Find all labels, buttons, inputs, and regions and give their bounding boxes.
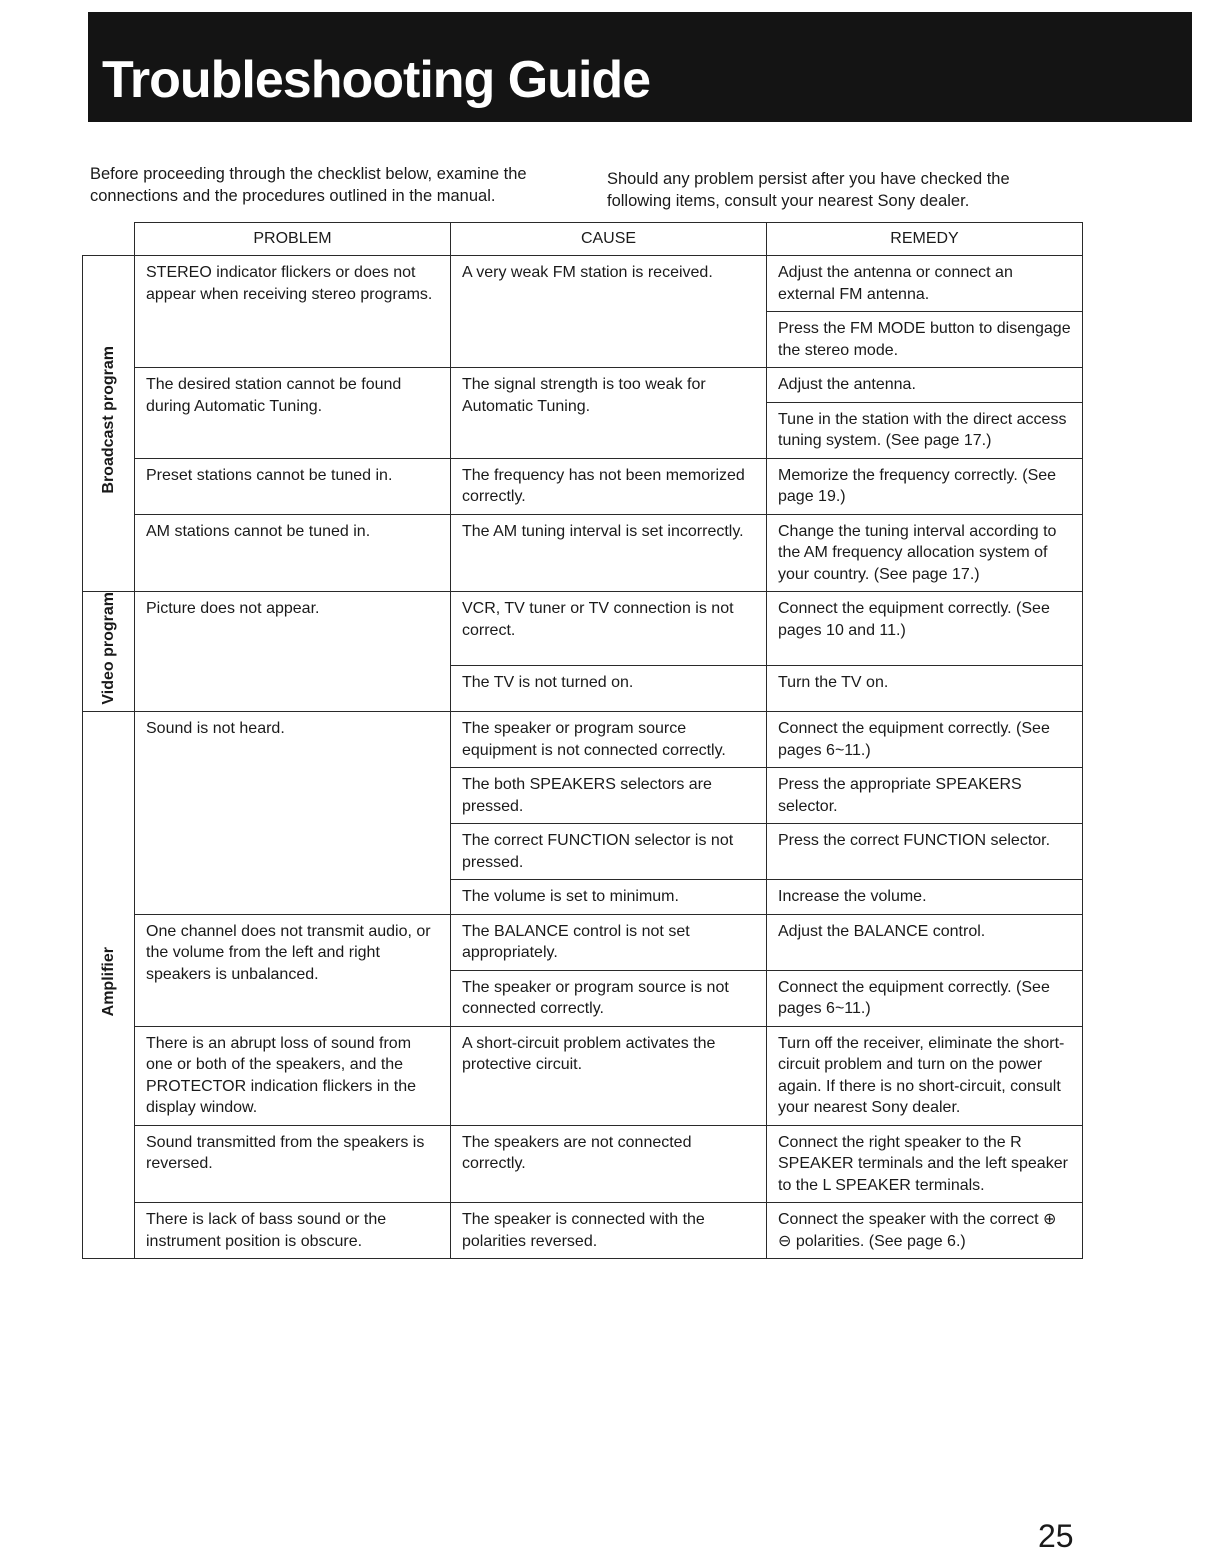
problem-cell: STEREO indicator flickers or does not appear when receiving stereo programs. — [135, 256, 451, 368]
problem-cell: The desired station cannot be found during Automatic Tuning. — [135, 368, 451, 459]
table-header-row — [83, 223, 1083, 256]
cause-cell: VCR, TV tuner or TV connection is not correct. — [451, 592, 767, 666]
remedy-cell: Tune in the station with the direct access tuning system. (See page 17.) — [767, 402, 1083, 458]
remedy-cell: Turn off the receiver, eliminate the short-circuit problem and turn on the power again. If there is no short-circuit, consult your nearest Sony dealer. — [767, 1026, 1083, 1125]
group-label-amplifier — [83, 712, 135, 1259]
remedy-cell: Connect the equipment correctly. (See pages 10 and 11.) — [767, 592, 1083, 666]
table-row — [83, 256, 1083, 312]
remedy-cell: Connect the equipment correctly. (See pages 6~11.) — [767, 712, 1083, 768]
title-banner — [88, 12, 1192, 122]
cause-cell: The AM tuning interval is set incorrectly. — [451, 514, 767, 592]
problem-cell: Sound transmitted from the speakers is reversed. — [135, 1125, 451, 1203]
cause-cell: The speaker is connected with the polarities reversed. — [451, 1203, 767, 1259]
remedy-cell: Turn the TV on. — [767, 666, 1083, 712]
cause-cell: The correct FUNCTION selector is not pressed. — [451, 824, 767, 880]
table-row — [83, 914, 1083, 970]
problem-cell: Sound is not heard. — [135, 712, 451, 915]
group-label-broadcast — [83, 256, 135, 592]
remedy-cell: Connect the right speaker to the R SPEAKER terminals and the left speaker to the L SPEAKER terminals. — [767, 1125, 1083, 1203]
header-cause: CAUSE — [451, 223, 767, 256]
problem-cell: Picture does not appear. — [135, 592, 451, 712]
table-row — [83, 712, 1083, 768]
table-row — [83, 368, 1083, 403]
remedy-cell: Connect the equipment correctly. (See pages 6~11.) — [767, 970, 1083, 1026]
intro-text-right: Should any problem persist after you have checked the following items, consult your nearest Sony dealer. — [607, 170, 1010, 210]
intro-text-left: Before proceeding through the checklist below, examine the connections and the procedures outlined in the manual. — [90, 165, 527, 205]
remedy-cell: Memorize the frequency correctly. (See page 19.) — [767, 458, 1083, 514]
problem-cell: There is an abrupt loss of sound from one or both of the speakers, and the PROTECTOR indication flickers in the display window. — [135, 1026, 451, 1125]
problem-cell: One channel does not transmit audio, or the volume from the left and right speakers is unbalanced. — [135, 914, 451, 1026]
table-corner — [83, 223, 135, 256]
remedy-cell: Connect the speaker with the correct ⊕ ⊖ polarities. (See page 6.) — [767, 1203, 1083, 1259]
cause-cell: The speakers are not connected correctly. — [451, 1125, 767, 1203]
table-row — [83, 1125, 1083, 1203]
group-label-text: Broadcast program — [100, 346, 117, 495]
header-remedy: REMEDY — [767, 223, 1083, 256]
table-row — [83, 1026, 1083, 1125]
troubleshooting-table — [82, 222, 1083, 1259]
remedy-cell: Change the tuning interval according to the AM frequency allocation system of your country. (See page 17.) — [767, 514, 1083, 592]
group-label-video — [83, 592, 135, 712]
table-row — [83, 1203, 1083, 1259]
cause-cell: The signal strength is too weak for Automatic Tuning. — [451, 368, 767, 459]
remedy-cell: Press the appropriate SPEAKERS selector. — [767, 768, 1083, 824]
cause-cell: A very weak FM station is received. — [451, 256, 767, 368]
page-number: 25 — [1038, 1518, 1074, 1554]
cause-cell: The both SPEAKERS selectors are pressed. — [451, 768, 767, 824]
cause-cell: A short-circuit problem activates the protective circuit. — [451, 1026, 767, 1125]
remedy-cell: Adjust the antenna or connect an external FM antenna. — [767, 256, 1083, 312]
remedy-cell: Press the FM MODE button to disengage the stereo mode. — [767, 312, 1083, 368]
group-label-text: Video program — [100, 592, 117, 705]
remedy-cell: Press the correct FUNCTION selector. — [767, 824, 1083, 880]
table-row — [83, 514, 1083, 592]
group-label-text: Amplifier — [100, 947, 117, 1017]
cause-cell: The speaker or program source is not connected correctly. — [451, 970, 767, 1026]
table-row — [83, 458, 1083, 514]
remedy-cell: Adjust the BALANCE control. — [767, 914, 1083, 970]
problem-cell: AM stations cannot be tuned in. — [135, 514, 451, 592]
cause-cell: The TV is not turned on. — [451, 666, 767, 712]
page-title: Troubleshooting Guide — [102, 51, 651, 109]
cause-cell: The frequency has not been memorized correctly. — [451, 458, 767, 514]
remedy-cell: Adjust the antenna. — [767, 368, 1083, 403]
cause-cell: The speaker or program source equipment is not connected correctly. — [451, 712, 767, 768]
remedy-cell: Increase the volume. — [767, 880, 1083, 915]
problem-cell: There is lack of bass sound or the instrument position is obscure. — [135, 1203, 451, 1259]
cause-cell: The volume is set to minimum. — [451, 880, 767, 915]
table-row — [83, 592, 1083, 666]
problem-cell: Preset stations cannot be tuned in. — [135, 458, 451, 514]
header-problem: PROBLEM — [135, 223, 451, 256]
cause-cell: The BALANCE control is not set appropriately. — [451, 914, 767, 970]
